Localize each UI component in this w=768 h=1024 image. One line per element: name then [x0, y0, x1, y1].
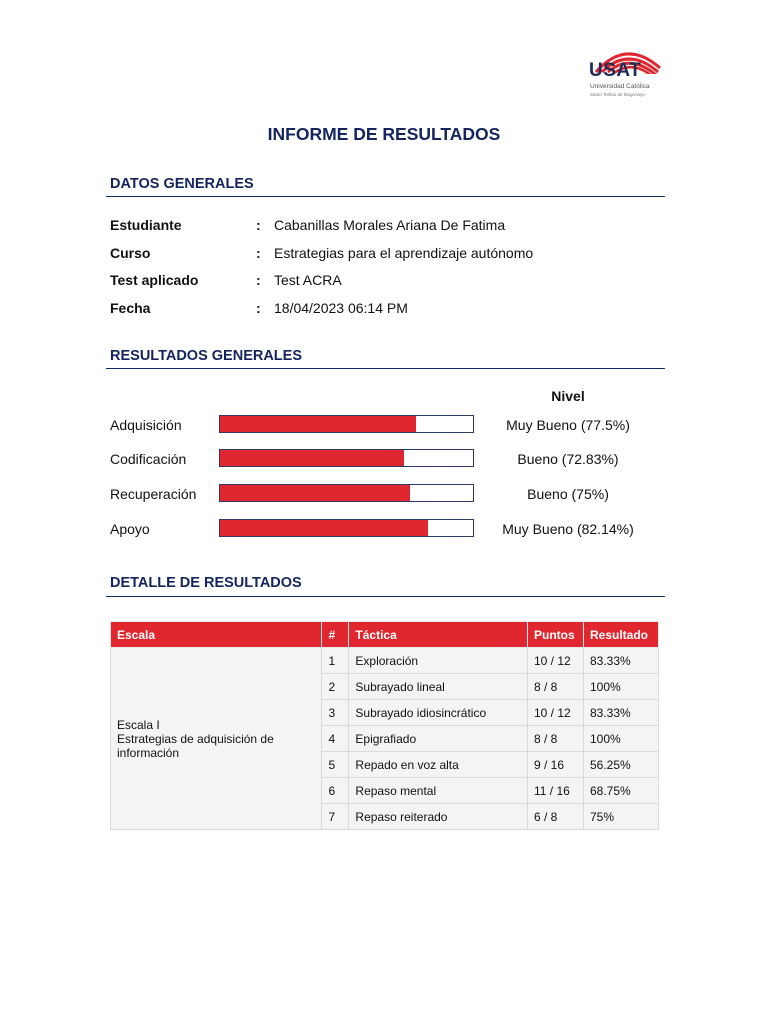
result-row-codificacion: [110, 449, 670, 469]
info-label: Test aplicado: [110, 272, 199, 288]
result-level: Muy Bueno (77.5%): [506, 417, 630, 433]
row-puntos: 6 / 8: [528, 804, 584, 830]
row-tactica: Subrayado idiosincrático: [349, 700, 528, 726]
result-progress-fill: [220, 485, 410, 501]
escala-title: Escala I: [117, 717, 160, 732]
row-puntos: 8 / 8: [528, 674, 584, 700]
result-progress-bar: [219, 519, 474, 537]
nivel-header: Nivel: [551, 388, 585, 404]
info-value: Estrategias para el aprendizaje autónomo: [274, 245, 534, 261]
result-progress-bar: [219, 484, 474, 502]
result-row-adquisicion: [110, 415, 670, 435]
section-heading-resultados-generales: RESULTADOS GENERALES: [110, 348, 303, 364]
logo-wordmark: USAT: [589, 60, 642, 81]
row-number: 2: [322, 674, 349, 700]
row-tactica: Epigrafiado: [349, 726, 528, 752]
section-heading-detalle: DETALLE DE RESULTADOS: [110, 575, 302, 591]
row-tactica: Repaso mental: [349, 778, 528, 804]
info-label: Estudiante: [110, 217, 182, 233]
row-tactica: Repado en voz alta: [349, 752, 528, 778]
result-row-recuperacion: [110, 484, 670, 504]
result-name: Recuperación: [110, 486, 197, 502]
section-divider: [106, 596, 665, 597]
result-level: Muy Bueno (82.14%): [502, 521, 634, 537]
row-number: 3: [322, 700, 349, 726]
result-level: Bueno (72.83%): [517, 451, 619, 467]
row-resultado: 56.25%: [583, 752, 658, 778]
row-number: 1: [322, 648, 349, 674]
row-puntos: 11 / 16: [528, 778, 584, 804]
result-name: Codificación: [110, 451, 187, 467]
row-number: 5: [322, 752, 349, 778]
logo-subtitle-small: Santo Toribio de Mogrovejo: [590, 92, 645, 97]
row-tactica: Repaso reiterado: [349, 804, 528, 830]
column-header-tactica: Táctica: [349, 622, 528, 648]
info-value: 18/04/2023 06:14 PM: [274, 300, 408, 316]
section-heading-datos-generales: DATOS GENERALES: [110, 176, 254, 192]
column-header-number: #: [322, 622, 349, 648]
table-header-row: [111, 622, 659, 648]
row-resultado: 83.33%: [583, 648, 658, 674]
result-row-apoyo: [110, 519, 670, 539]
info-colon: :: [256, 217, 261, 233]
row-resultado: 75%: [583, 804, 658, 830]
section-divider: [106, 196, 665, 197]
result-progress-fill: [220, 520, 428, 536]
row-puntos: 10 / 12: [528, 700, 584, 726]
info-label: Curso: [110, 245, 151, 261]
column-header-escala: Escala: [111, 622, 322, 648]
row-resultado: 83.33%: [583, 700, 658, 726]
info-value: Cabanillas Morales Ariana De Fatima: [274, 217, 506, 233]
table-row: [111, 648, 659, 674]
row-number: 7: [322, 804, 349, 830]
row-puntos: 8 / 8: [528, 726, 584, 752]
info-colon: :: [256, 300, 261, 316]
info-value: Test ACRA: [274, 272, 342, 288]
result-level: Bueno (75%): [527, 486, 609, 502]
section-divider: [106, 368, 665, 369]
column-header-resultado: Resultado: [583, 622, 658, 648]
result-name: Adquisición: [110, 417, 182, 433]
row-tactica: Exploración: [349, 648, 528, 674]
result-progress-bar: [219, 449, 474, 467]
row-tactica: Subrayado lineal: [349, 674, 528, 700]
info-colon: :: [256, 245, 261, 261]
page-title: INFORME DE RESULTADOS: [267, 124, 501, 144]
usat-logo: [586, 42, 664, 102]
row-resultado: 68.75%: [583, 778, 658, 804]
row-number: 6: [322, 778, 349, 804]
row-resultado: 100%: [583, 726, 658, 752]
logo-subtitle: Universidad Católica: [590, 83, 650, 90]
row-puntos: 9 / 16: [528, 752, 584, 778]
column-header-puntos: Puntos: [528, 622, 584, 648]
escala-description: Estrategias de adquisición de información: [117, 731, 274, 760]
row-number: 4: [322, 726, 349, 752]
result-name: Apoyo: [110, 521, 150, 537]
row-puntos: 10 / 12: [528, 648, 584, 674]
detail-table: [110, 621, 659, 830]
info-label: Fecha: [110, 300, 151, 316]
row-resultado: 100%: [583, 674, 658, 700]
result-progress-bar: [219, 415, 474, 433]
escala-cell: [111, 648, 322, 830]
result-progress-fill: [220, 416, 416, 432]
info-colon: :: [256, 272, 261, 288]
result-progress-fill: [220, 450, 404, 466]
